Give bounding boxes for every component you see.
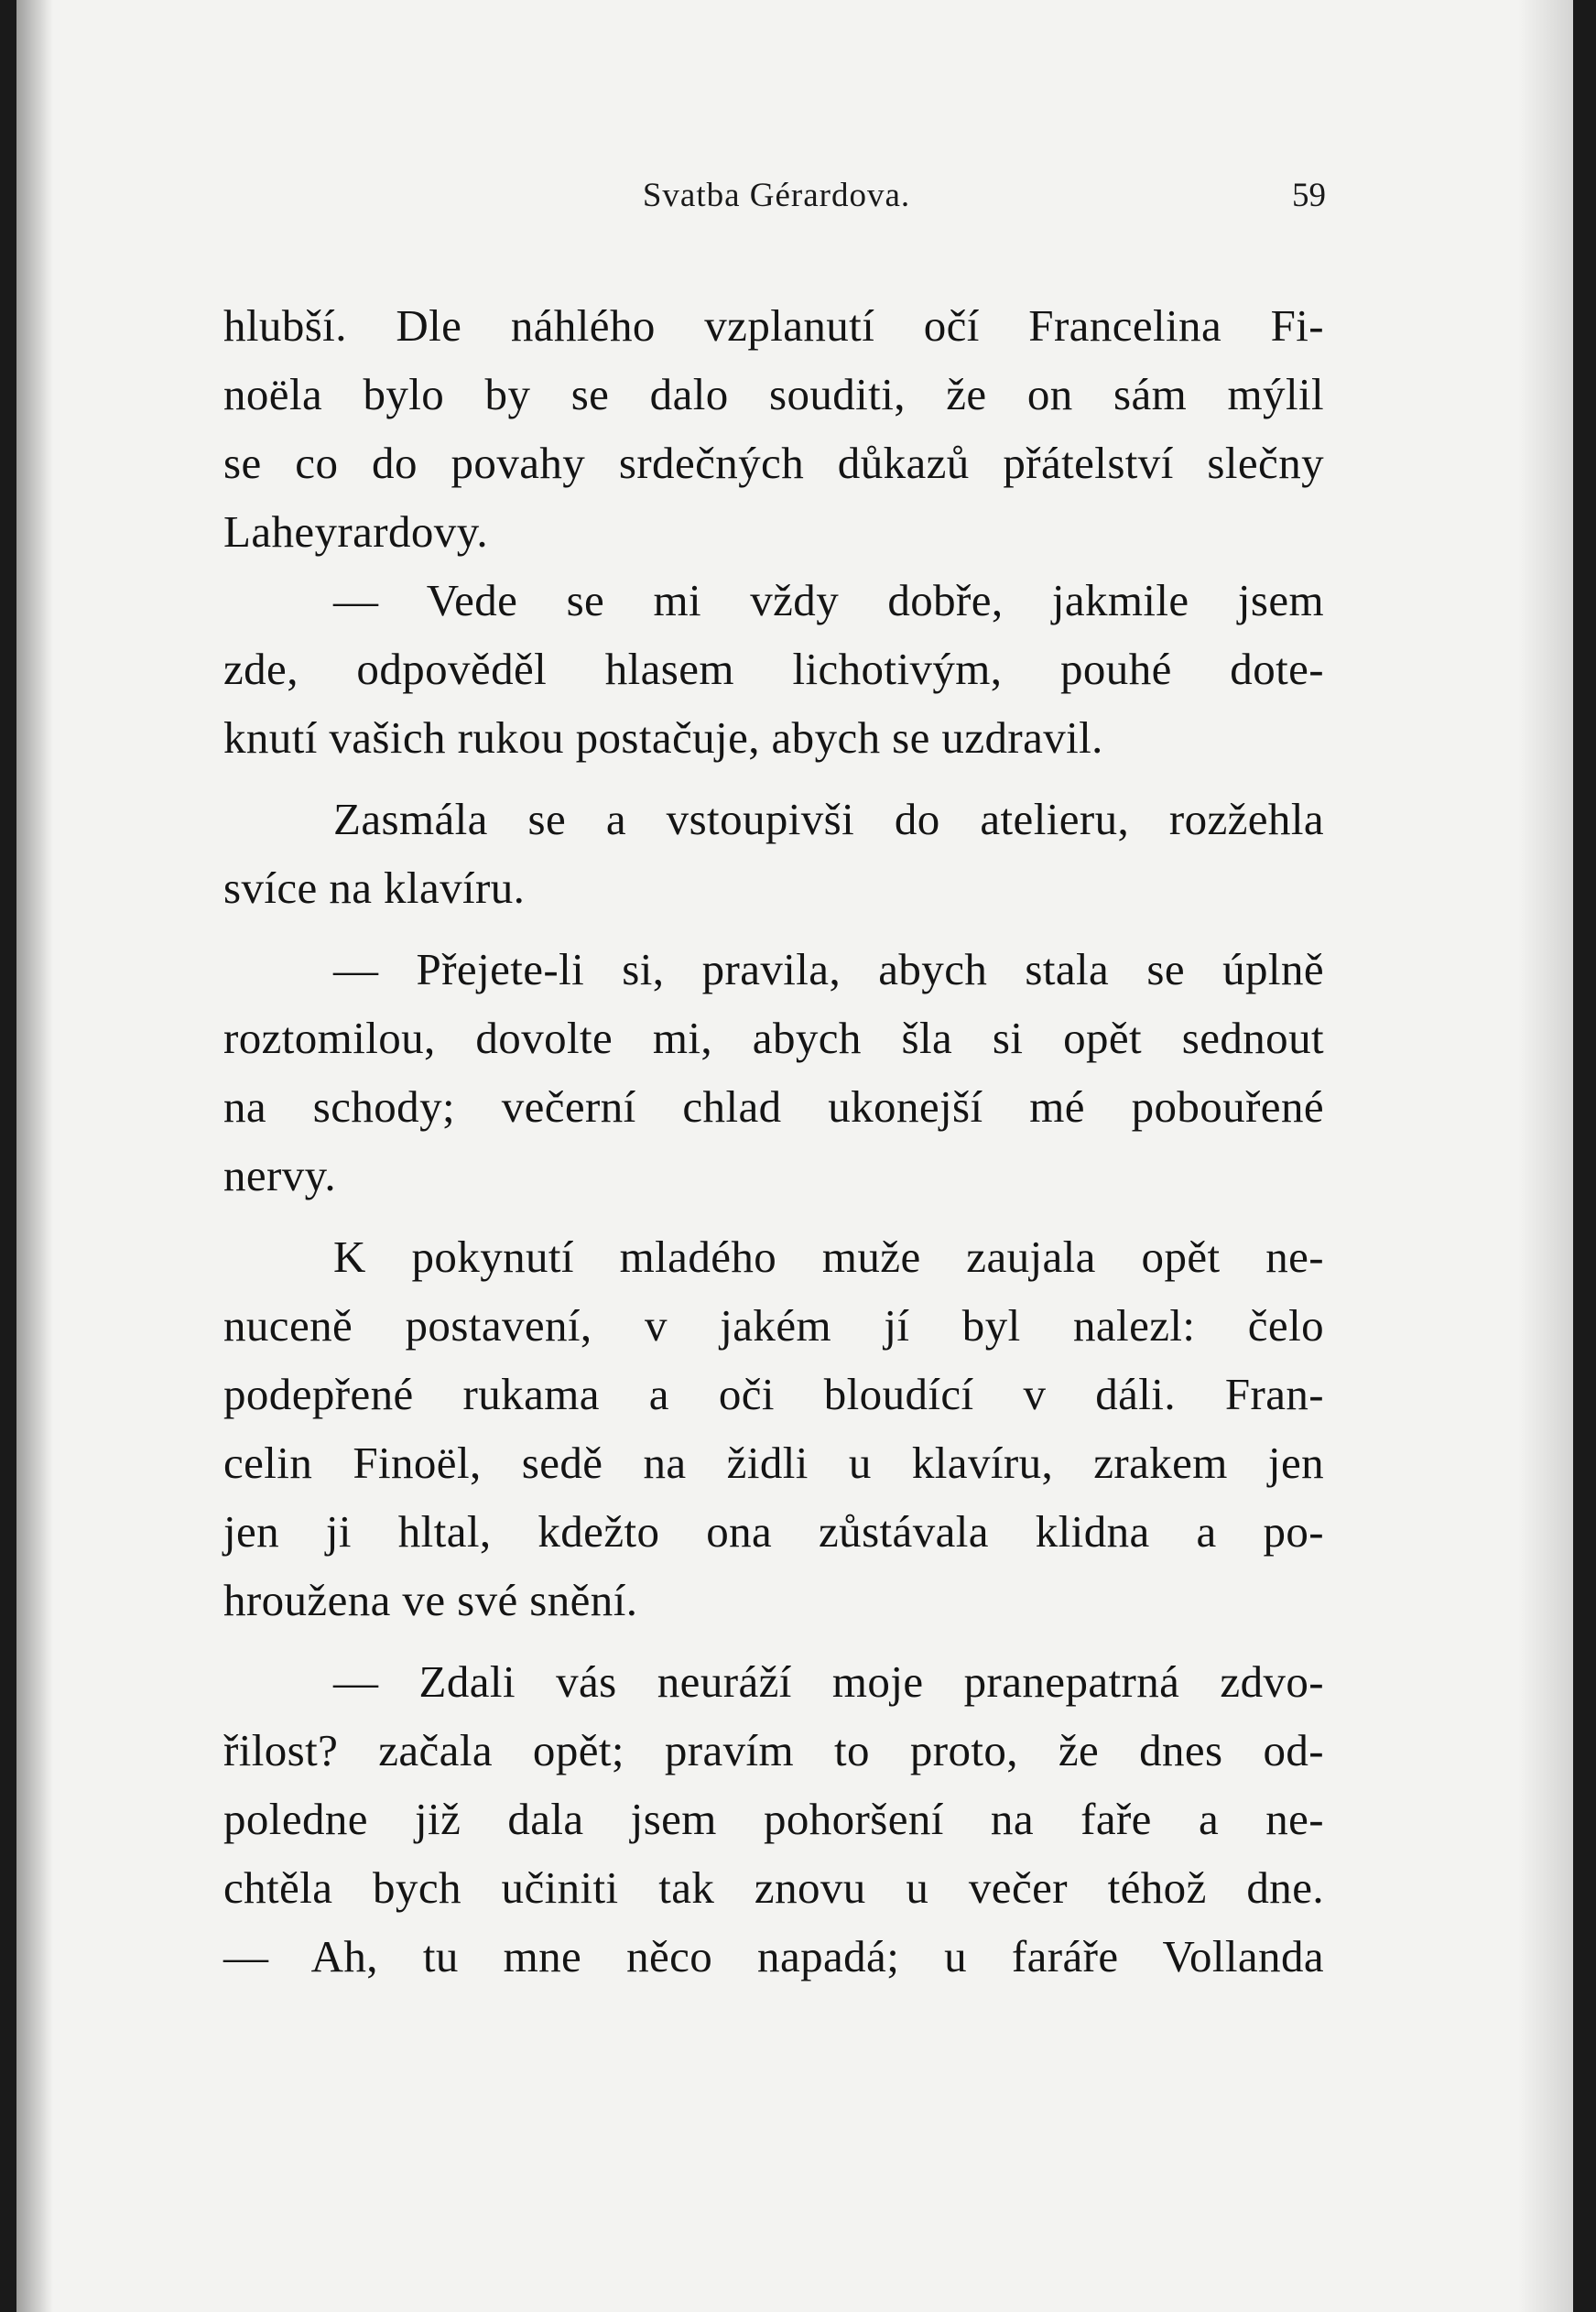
page-number: 59 [1292,177,1326,214]
body-text [223,291,1324,1991]
text-line: zde, odpověděl hlasem lichotivým, pouhé dote- [223,644,1324,694]
text-line: hlubší. Dle náhlého vzplanutí očí Francelina Fi- [223,300,1324,351]
page-edge-shadow [1518,0,1573,2312]
text-line: svíce na klavíru. [223,863,526,913]
text-line: Zasmála se a vstoupivši do atelieru, rozžehla [333,794,1324,844]
text-line: — Zdali vás neuráží moje pranepatrná zdvo- [333,1656,1324,1707]
text-line: nervy. [223,1150,337,1200]
spine-shadow [16,0,53,2312]
text-line: poledne již dala jsem pohoršení na faře a ne- [223,1794,1324,1844]
text-line: Laheyrardovy. [223,506,489,557]
text-line: chtěla bych učiniti tak znovu u večer téhož dne. [223,1862,1324,1913]
text-line: se co do povahy srdečných důkazů přátelství slečny [223,438,1324,488]
text-line: — Přejete-li si, pravila, abych stala se úplně [333,944,1324,994]
text-line: nuceně postavení, v jakém jí byl nalezl: čelo [223,1300,1324,1351]
text-line: knutí vašich rukou postačuje, abych se uzdravil. [223,712,1103,763]
text-line: na schody; večerní chlad ukonejší mé pobouřené [223,1081,1324,1132]
running-head [227,176,1326,222]
text-line: řilost? začala opět; pravím to proto, že dnes od- [223,1725,1324,1775]
running-title: Svatba Gérardova. [642,177,911,214]
book-page [16,0,1573,2312]
text-line: celin Finoël, sedě na židli u klavíru, zrakem jen [223,1438,1324,1488]
text-line: K pokynutí mladého muže zaujala opět ne- [333,1232,1324,1282]
text-line: hroužena ve své snění. [223,1575,638,1625]
text-line: noëla bylo by se dalo souditi, že on sám mýlil [223,369,1324,419]
text-line: — Ah, tu mne něco napadá; u faráře Vollanda [223,1931,1324,1981]
text-line: podepřené rukama a oči bloudící v dáli. Fran- [223,1369,1324,1419]
text-line: jen ji hltal, kdežto ona zůstávala klidna a po- [223,1506,1324,1557]
text-line: — Vede se mi vždy dobře, jakmile jsem [333,575,1324,625]
text-line: roztomilou, dovolte mi, abych šla si opět sednout [223,1013,1324,1063]
